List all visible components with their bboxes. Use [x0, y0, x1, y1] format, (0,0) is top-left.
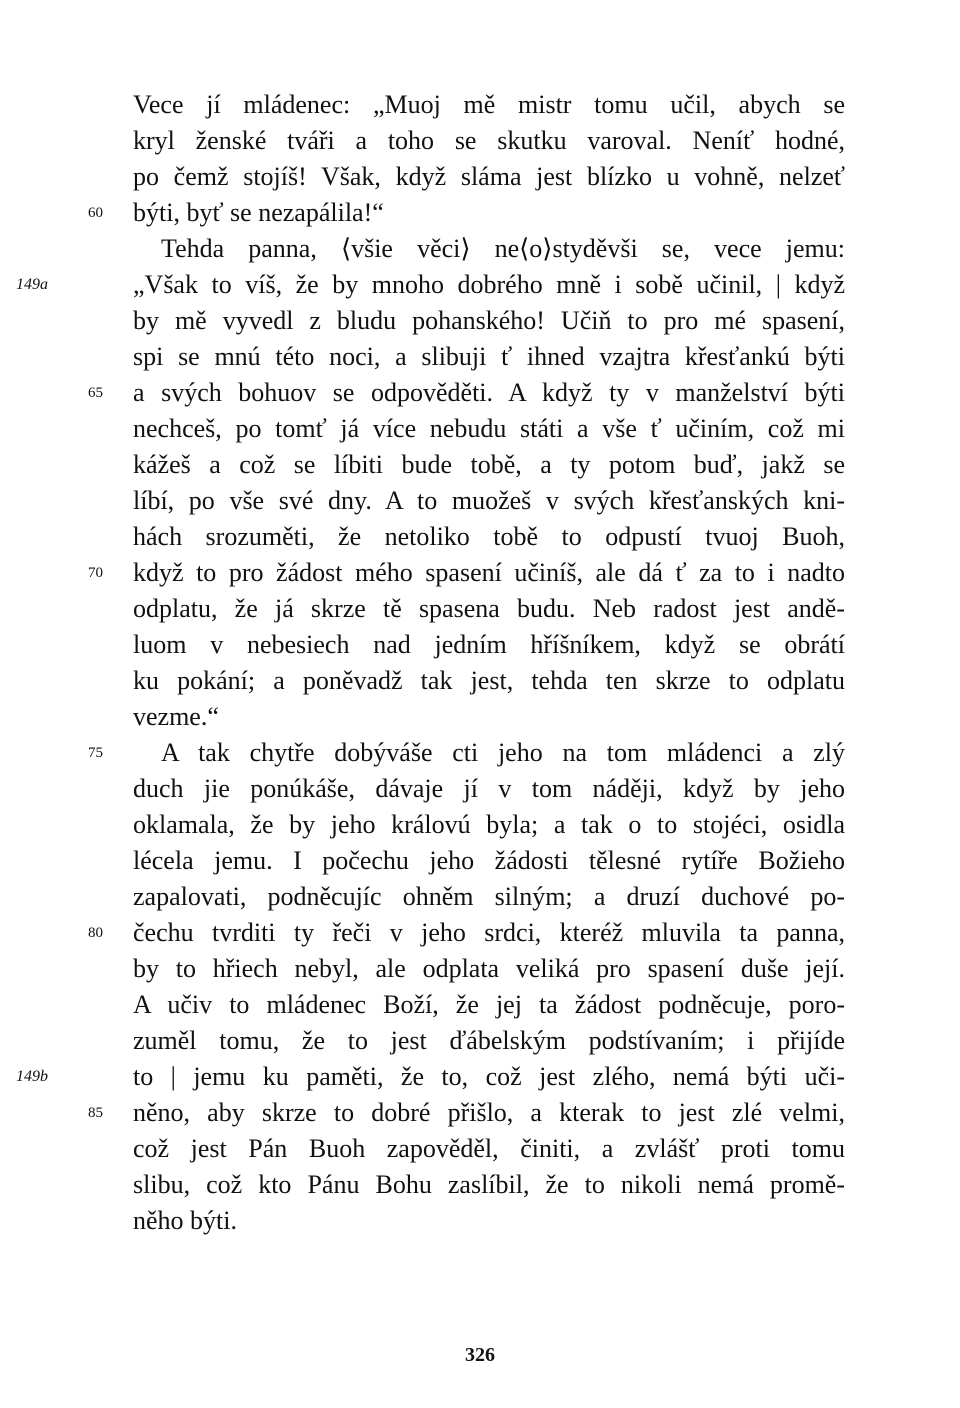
text-line: něno, aby skrze to dobré přišlo, a kterak to jest zlé velmi, [133, 1098, 845, 1127]
text-line: a svých bohuov se odpověděti. A když ty v manželství býti [133, 378, 845, 407]
text-line: když to pro žádost mého spasení učiníš, ale dá ť za to i nadto [133, 558, 845, 587]
text-line: zuměl tomu, že to jest ďábelským podstívaním; i přijíde [133, 1026, 845, 1055]
text-line: by to hřiech nebyl, ale odplata veliká pro spasení duše její. [133, 954, 845, 983]
line-number: 65 [88, 385, 103, 401]
text-line: kážeš a což se líbiti bude tobě, a ty potom buď, jakž se [133, 450, 845, 479]
text-line: čechu tvrditi ty řeči v jeho srdci, kteréž mluvila ta panna, [133, 918, 845, 947]
line-number: 60 [88, 205, 103, 221]
text-line: oklamala, že by jeho královú byla; a tak o to stojéci, osidla [133, 810, 845, 839]
text-line: to | jemu ku paměti, že to, což jest zlého, nemá býti uči- [133, 1062, 845, 1091]
text-line: kryl ženské tváři a toho se skutku varoval. Neníť hodné, [133, 126, 845, 155]
text-line: A učiv to mládenec Boží, že jej ta žádost podněcuje, poro- [133, 990, 845, 1019]
text-line: slibu, což kto Pánu Bohu zaslíbil, že to nikoli nemá promě- [133, 1170, 845, 1199]
text-line: což jest Pán Buoh zapověděl, činiti, a zvlášť proti tomu [133, 1134, 845, 1163]
text-line: lécela jemu. I počechu jeho žádosti tělesné rytíře Božieho [133, 846, 845, 875]
line-number: 85 [88, 1105, 103, 1121]
text-line: po čemž stojíš! Však, když sláma jest blízko u vohně, nelzeť [133, 162, 845, 191]
text-line: Vece jí mládenec: „Muoj mě mistr tomu učil, abych se [133, 90, 845, 119]
folio-mark: 149a [16, 276, 48, 293]
text-line: „Však to víš, že by mnoho dobrého mně i sobě učinil, | když [133, 270, 845, 299]
text-line: spi se mnú této noci, a slibuji ť ihned vzajtra křesťankú býti [133, 342, 845, 371]
text-line: líbí, po vše své dny. A to muožeš v svých křesťanských kni- [133, 486, 845, 515]
text-line: hách srozuměti, že netoliko tobě to odpustí tvuoj Buoh, [133, 522, 845, 551]
line-number: 70 [88, 565, 103, 581]
text-line: luom v nebesiech nad jedním hříšníkem, když se obrátí [133, 630, 845, 659]
line-number: 75 [88, 745, 103, 761]
text-line: odplatu, že já skrze tě spasena budu. Neb radost jest andě- [133, 594, 845, 623]
text-line: býti, byť se nezapálila!“ [133, 198, 384, 227]
text-line: duch jie ponúkáše, dávaje jí v tom náději, když by jeho [133, 774, 845, 803]
text-line: ku pokání; a poněvadž tak jest, tehda ten skrze to odplatu [133, 666, 845, 695]
page-number: 326 [465, 1344, 495, 1366]
text-line: by mě vyvedl z bludu pohanského! Učiň to pro mé spasení, [133, 306, 845, 335]
text-line: zapalovati, podněcujíc ohněm silným; a druzí duchové po- [133, 882, 845, 911]
text-line: Tehda panna, ⟨všie věci⟩ ne⟨o⟩styděvši se, vece jemu: [161, 234, 845, 263]
text-line: něho býti. [133, 1206, 237, 1235]
text-line: nechceš, po tomť já více nebudu státi a vše ť učiním, což mi [133, 414, 845, 443]
folio-mark: 149b [16, 1068, 48, 1085]
text-line: A tak chytře dobýváše cti jeho na tom mládenci a zlý [161, 738, 845, 767]
line-number: 80 [88, 925, 103, 941]
text-line: vezme.“ [133, 702, 219, 731]
